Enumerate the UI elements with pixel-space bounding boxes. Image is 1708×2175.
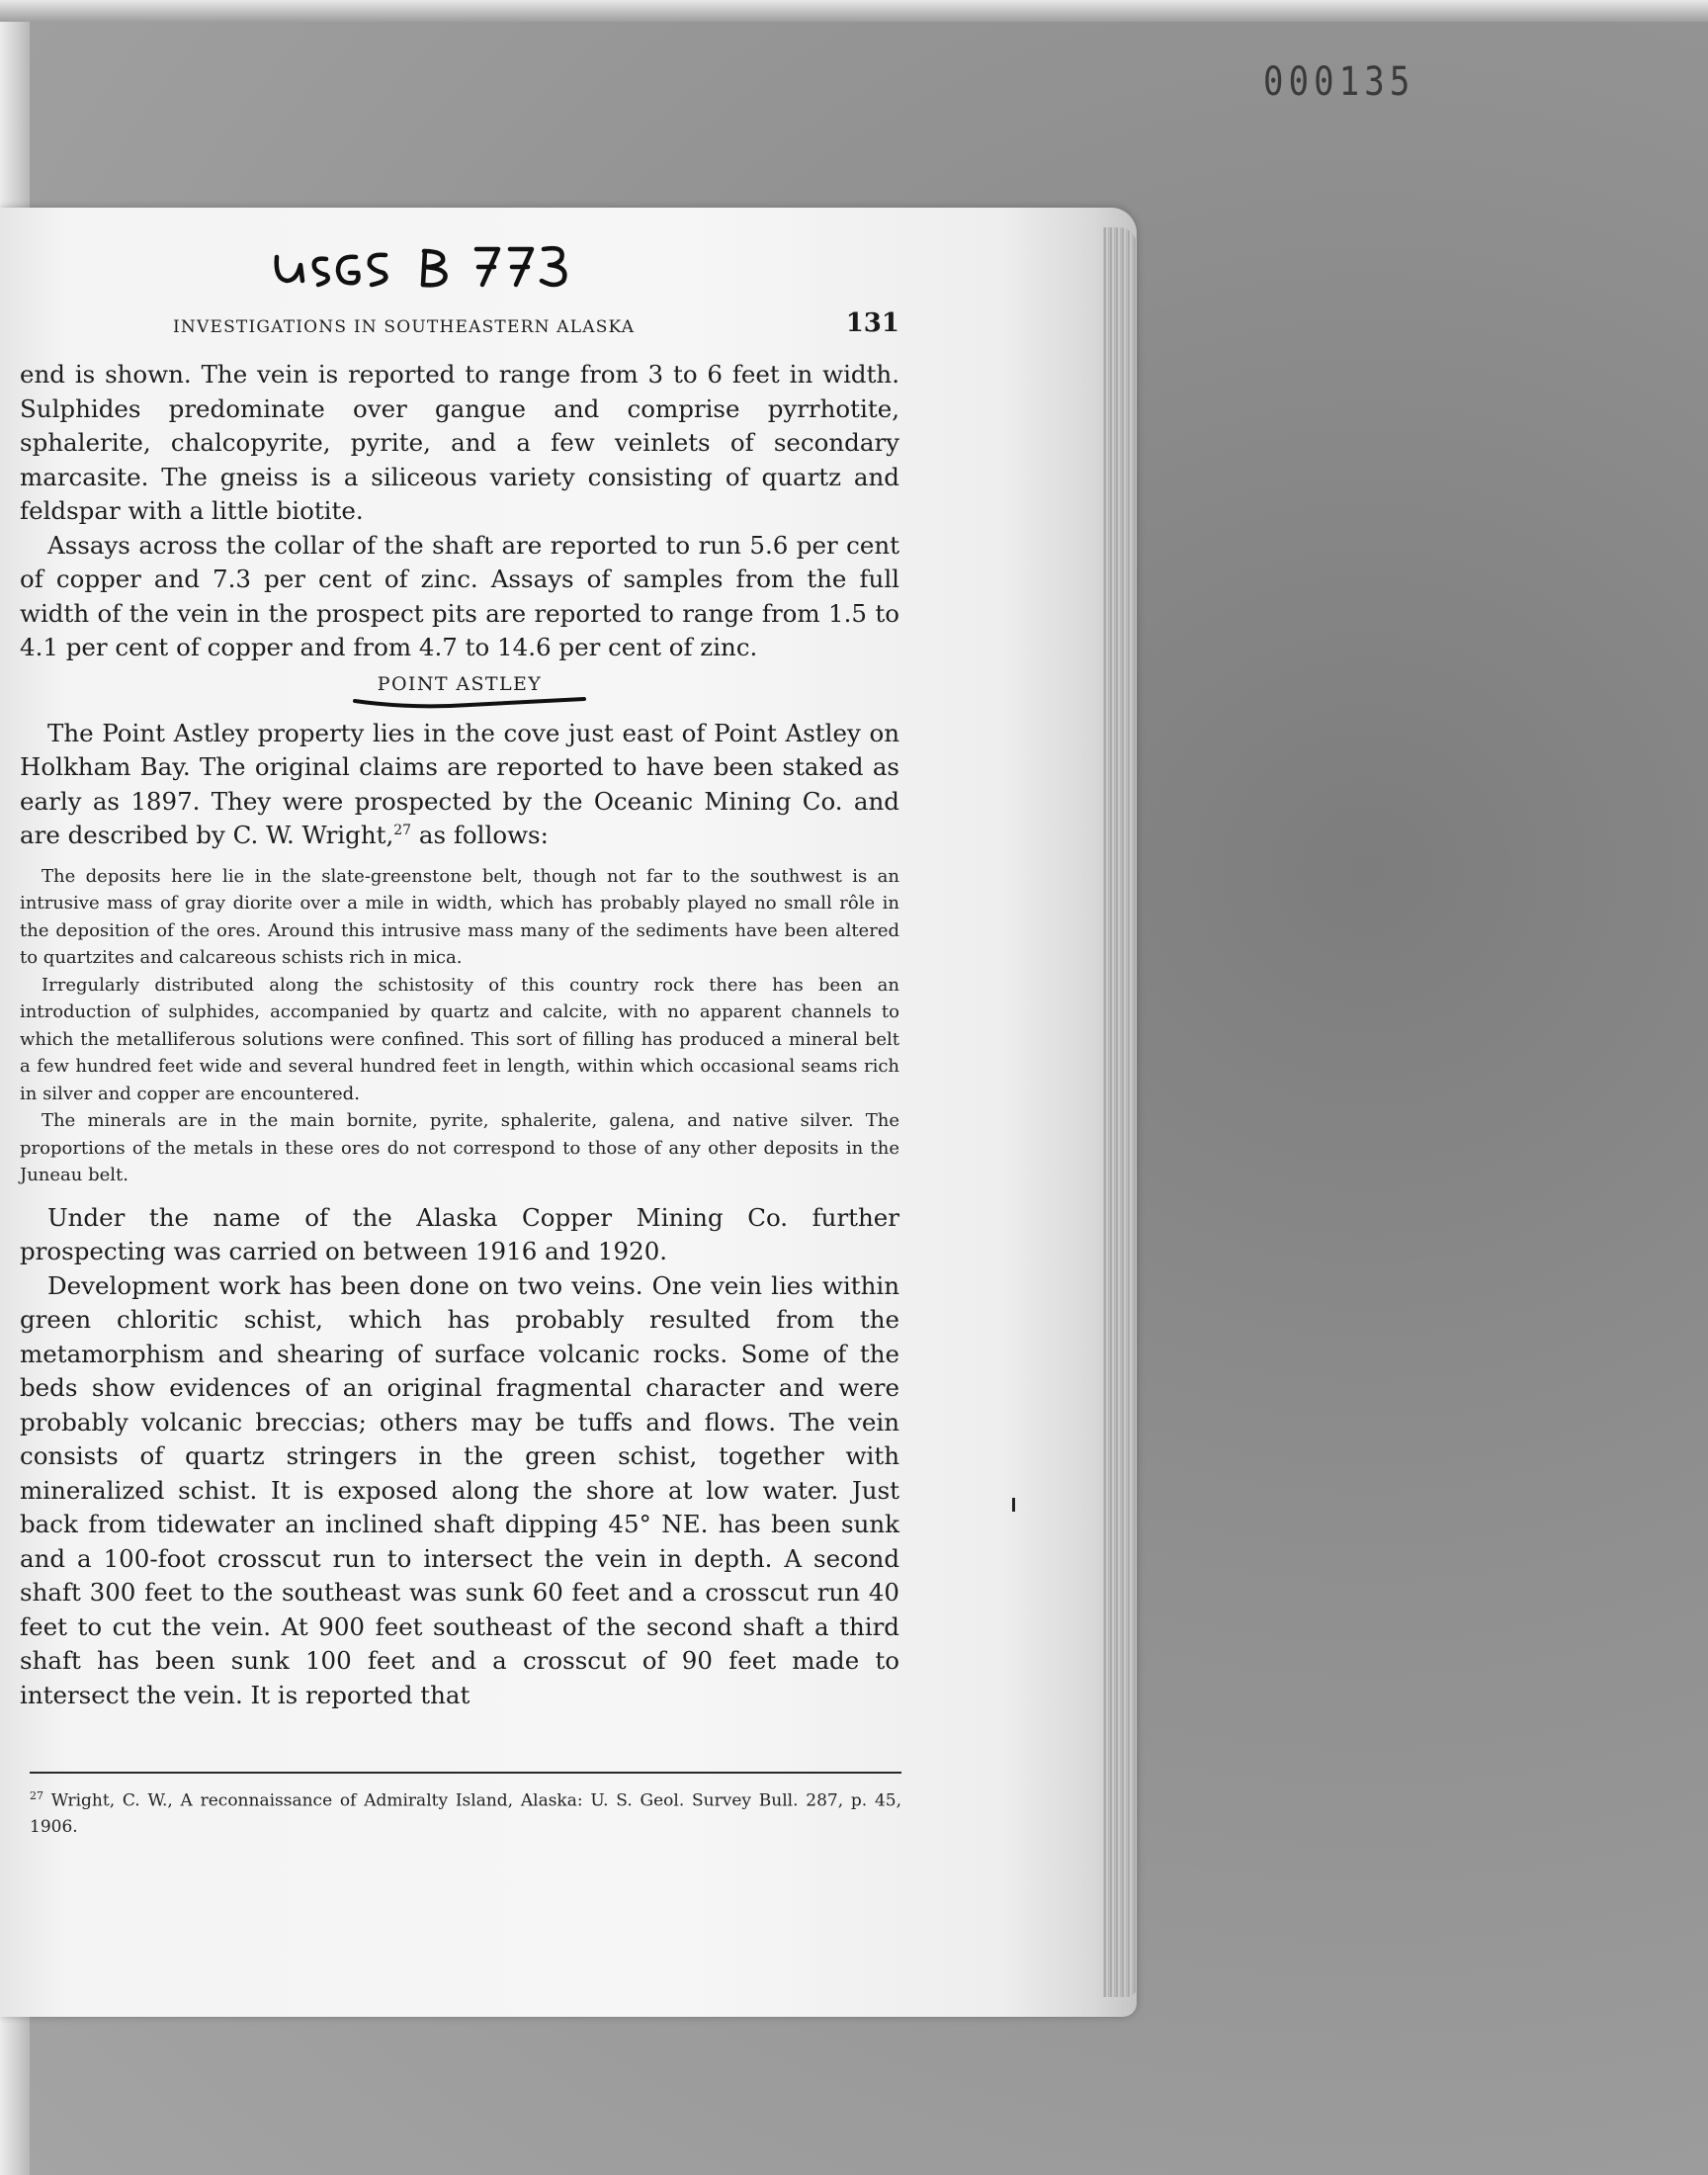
stray-mark xyxy=(1012,1498,1015,1512)
page-body xyxy=(20,358,899,1712)
page-stack-edge xyxy=(1103,227,1137,1997)
paragraph-text: The Point Astley property lies in the cove just east of Point Astley on Holkham Bay. The original claims are reported to have been staked as early as 1897. They were prospected by the Oceanic Mining Co. and are described by C. W. Wright, xyxy=(20,718,899,849)
handwritten-underline xyxy=(351,695,588,709)
quote-paragraph: The minerals are in the main bornite, pyrite, sphalerite, galena, and native silver. The proportions of the metals in these ores do not correspond to those of any other deposits in the Juneau belt. xyxy=(20,1110,899,1185)
footnote-reference: 27 xyxy=(393,822,412,838)
footnote-divider xyxy=(30,1772,901,1774)
section-heading-text: POINT ASTLEY xyxy=(377,672,543,695)
page-number: 131 xyxy=(845,308,899,338)
handwritten-note xyxy=(269,229,625,299)
paragraph-text: as follows: xyxy=(411,821,549,849)
book-page xyxy=(0,208,1137,2017)
paragraph xyxy=(20,717,899,853)
block-quote xyxy=(20,863,899,1189)
section-heading xyxy=(20,673,899,703)
footnote-text: Wright, C. W., A reconnaissance of Admiralty Island, Alaska: U. S. Geol. Survey Bull. 287, p. 45, 1906. xyxy=(30,1790,901,1837)
scan-top-margin xyxy=(0,0,1708,22)
footnote xyxy=(30,1784,901,1840)
quote-paragraph: The deposits here lie in the slate-greenstone belt, though not far to the southwest is an intrusive mass of gray diorite over a mile in width, which has probably played no small rôle in the deposition of the ores. Around this intrusive mass many of the sediments have been altered to quartzites and calcareous schists rich in mica. xyxy=(20,865,899,968)
paragraph: end is shown. The vein is reported to range from 3 to 6 feet in width. Sulphides predominate over gangue and comprise pyrrhotite, sphalerite, chalcopyrite, pyrite, and a few veinlets of secondary marcasite. The gneiss is a siliceous variety consisting of quartz and feldspar with a little biotite. xyxy=(20,360,899,525)
paragraph: Development work has been done on two veins. One vein lies within green chloritic schist, which has probably resulted from the metamorphism and shearing of surface volcanic rocks. Some of the beds show evidences of an original fragmental character and were probably volcanic breccias; others may be tuffs and flows. The vein consists of quartz stringers in the green schist, together with mineralized schist. It is exposed along the shore at low water. Just back from tidewater an inclined shaft dipping 45° NE. has been sunk and a 100-foot crosscut run to intersect the vein in depth. A second shaft 300 feet to the southeast was sunk 60 feet and a crosscut run 40 feet to cut the vein. At 900 feet southeast of the second shaft a third shaft has been sunk 100 feet and a crosscut of 90 feet made to intersect the vein. It is reported that xyxy=(20,1270,899,1709)
archive-stamp-number: 000135 xyxy=(1263,59,1415,105)
paragraph: Under the name of the Alaska Copper Mining Co. further prospecting was carried on between 1916 and 1920. xyxy=(20,1202,899,1265)
paragraph: Assays across the collar of the shaft are reported to run 5.6 per cent of copper and 7.3 per cent of zinc. Assays of samples from the full width of the vein in the prospect pits are reported to range from 1.5 to 4.1 per cent of copper and from 4.7 to 14.6 per cent of zinc. xyxy=(20,530,899,661)
footnote-marker: 27 xyxy=(30,1789,43,1802)
quote-paragraph: Irregularly distributed along the schistosity of this country rock there has been an introduction of sulphides, accompanied by quartz and calcite, with no apparent channels to which the metalliferous solutions were confined. This sort of filling has produced a mineral belt a few hundred feet wide and several hundred feet in length, within which occasional seams rich in silver and copper are encountered. xyxy=(20,974,899,1104)
page-header xyxy=(30,304,899,344)
running-title: INVESTIGATIONS IN SOUTHEASTERN ALASKA xyxy=(173,317,636,337)
